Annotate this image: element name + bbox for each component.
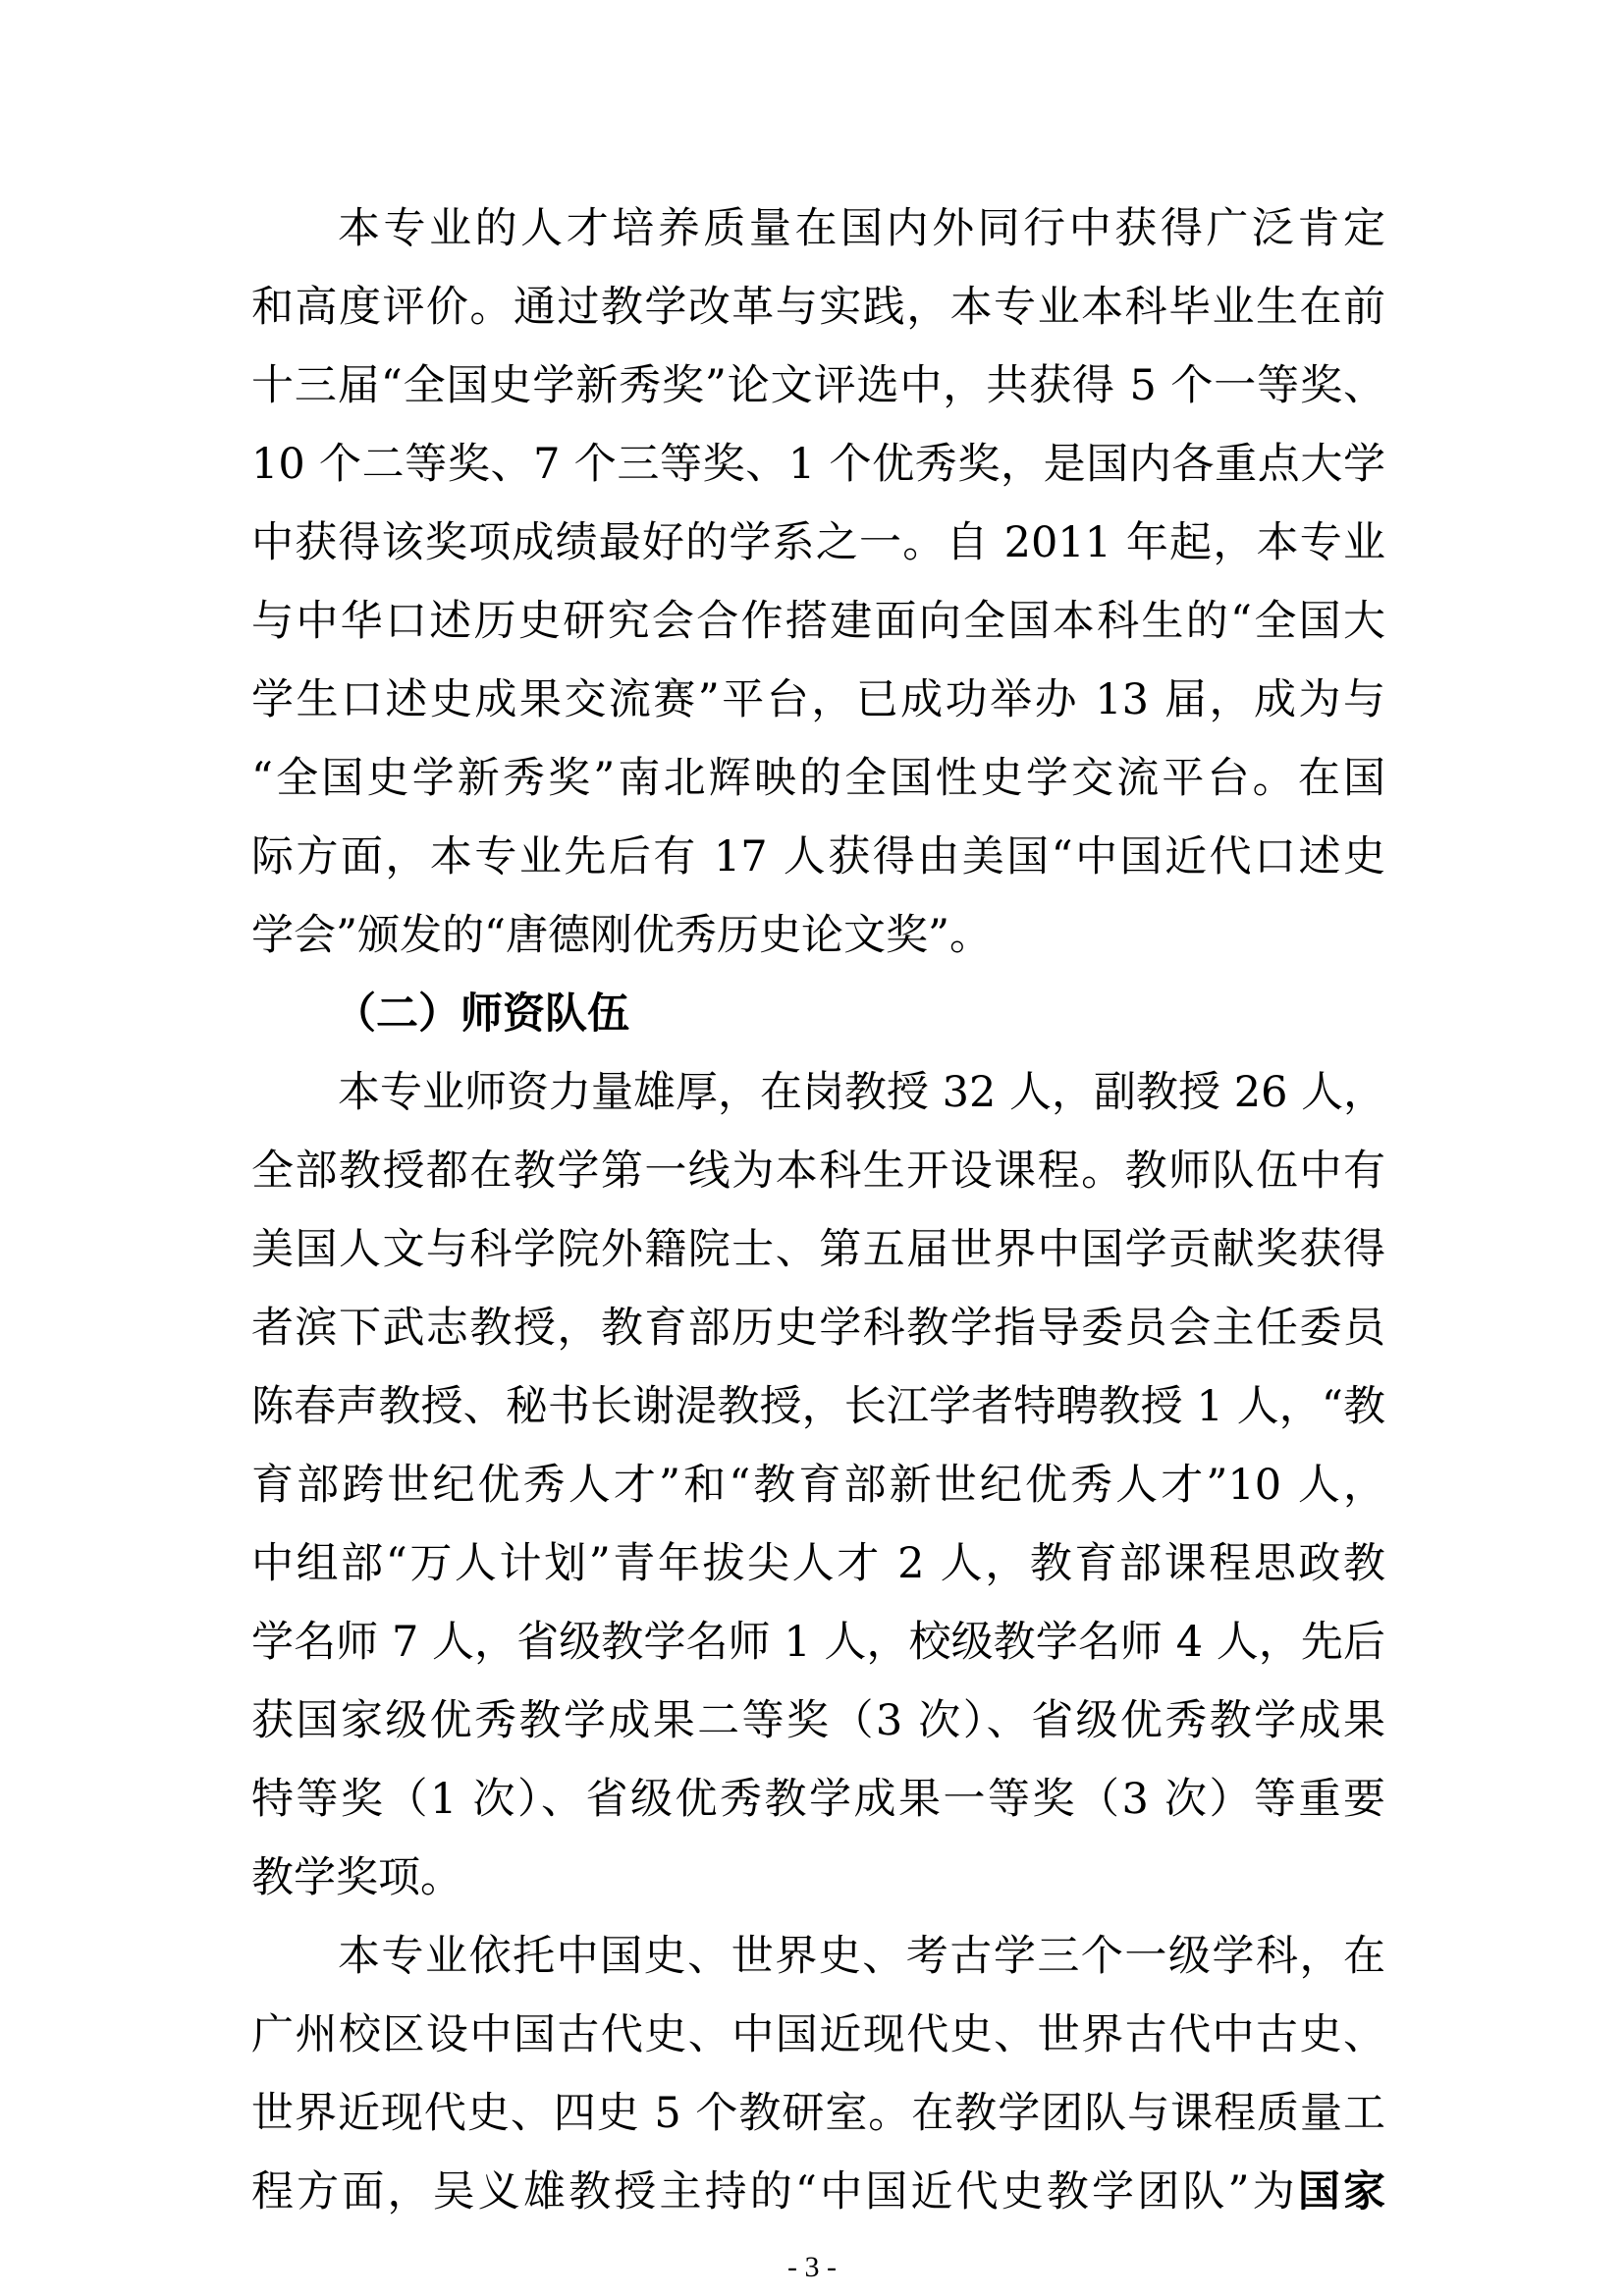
- paragraph-2-line-2: 全部教授都在教学第一线为本科生开设课程。教师队伍中有: [251, 1147, 1385, 1196]
- paragraph-2-line-1: 本专业师资力量雄厚，在岗教授 32 人，副教授 26 人，: [338, 1068, 1386, 1117]
- paragraph-2-line-7: 中组部“万人计划”青年拔尖人才 2 人，教育部课程思政教: [251, 1539, 1385, 1588]
- paragraph-1-line-3: 十三届“全国史学新秀奖”论文评选中，共获得 5 个一等奖、: [251, 361, 1385, 410]
- paragraph-3-line-3: 世界近现代史、四史 5 个教研室。在教学团队与课程质量工: [251, 2089, 1385, 2138]
- paragraph-1-line-8: “全国史学新秀奖”南北辉映的全国性史学交流平台。在国: [251, 754, 1385, 803]
- paragraph-1-line-9: 际方面，本专业先后有 17 人获得由美国“中国近代口述史: [251, 832, 1385, 881]
- paragraph-3-line-4: [251, 2153, 1385, 2231]
- page-number: - 3 -: [787, 2251, 837, 2283]
- paragraph-2-line-6: 育部跨世纪优秀人才”和“教育部新世纪优秀人才”10 人，: [251, 1461, 1385, 1510]
- paragraph-2-line-11: 教学奖项。: [251, 1853, 462, 1902]
- paragraph-3-line-1: 本专业依托中国史、世界史、考古学三个一级学科，在: [338, 1932, 1385, 1981]
- paragraph-2-line-3: 美国人文与科学院外籍院士、第五届世界中国学贡献奖获得: [251, 1225, 1385, 1274]
- paragraph-2-line-10: 特等奖（1 次）、省级优秀教学成果一等奖（3 次）等重要: [251, 1775, 1385, 1824]
- paragraph-1-line-2: 和高度评价。通过教学改革与实践，本专业本科毕业生在前: [251, 283, 1385, 332]
- paragraph-2-line-5: 陈春声教授、秘书长谢湜教授，长江学者特聘教授 1 人，“教: [251, 1382, 1385, 1431]
- paragraph-1-line-5: 中获得该奖项成绩最好的学系之一。自 2011 年起，本专业: [251, 518, 1385, 567]
- section-heading: （二）师资队伍: [334, 989, 629, 1039]
- paragraph-2-line-8: 学名师 7 人，省级教学名师 1 人，校级教学名师 4 人，先后: [251, 1618, 1385, 1667]
- paragraph-1-line-4: 10 个二等奖、7 个三等奖、1 个优秀奖，是国内各重点大学: [251, 440, 1385, 489]
- paragraph-2-line-9: 获国家级优秀教学成果二等奖（3 次）、省级优秀教学成果: [251, 1696, 1385, 1745]
- paragraph-1-line-1: 本专业的人才培养质量在国内外同行中获得广泛肯定: [338, 204, 1385, 253]
- paragraph-1-line-10: 学会”颁发的“唐德刚优秀历史论文奖”。: [251, 911, 992, 960]
- paragraph-1-line-6: 与中华口述历史研究会合作搭建面向全国本科生的“全国大: [251, 597, 1385, 646]
- paragraph-1-line-7: 学生口述史成果交流赛”平台，已成功举办 13 届，成为与: [251, 675, 1385, 724]
- paragraph-3-line-4-bold-text: 国家: [1297, 2167, 1386, 2216]
- paragraph-2-line-4: 者滨下武志教授，教育部历史学科教学指导委员会主任委员: [251, 1304, 1385, 1353]
- paragraph-3-line-2: 广州校区设中国古代史、中国近现代史、世界古代中古史、: [251, 2010, 1385, 2059]
- paragraph-3-line-4-text: 程方面，吴义雄教授主持的“中国近代史教学团队”为: [251, 2167, 1298, 2216]
